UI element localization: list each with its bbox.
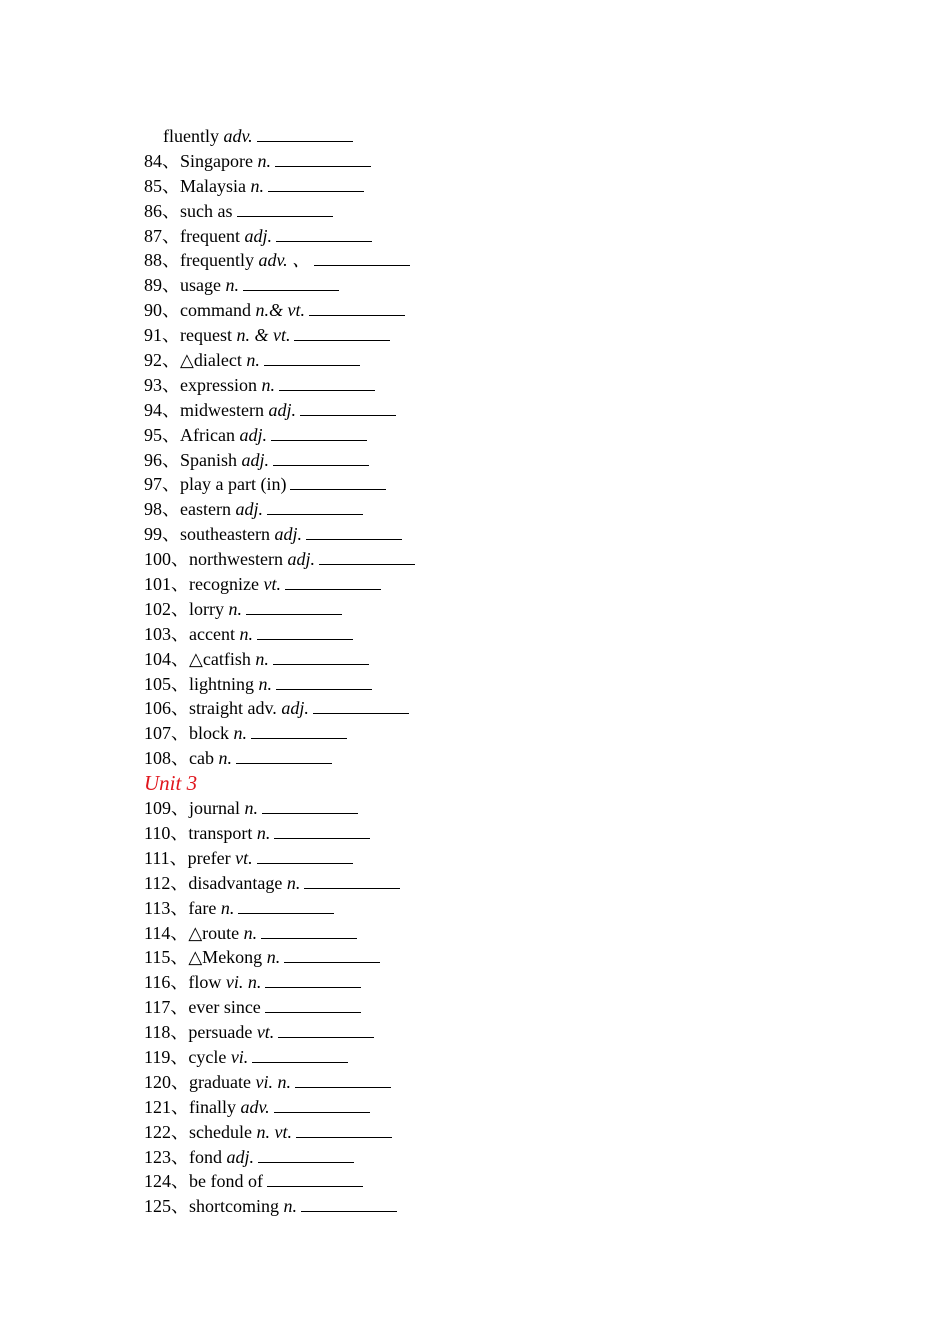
part-of-speech: n. <box>220 897 235 918</box>
entry-separator: 、 <box>162 524 180 545</box>
entry-word: transport <box>188 822 253 843</box>
part-of-speech: n. <box>233 723 247 744</box>
vocab-entry <box>144 298 844 323</box>
entry-separator: 、 <box>170 947 189 968</box>
part-of-speech: adj. <box>241 449 270 470</box>
entry-word: such as <box>180 200 233 221</box>
part-of-speech: n. <box>239 623 253 644</box>
entry-number: 106 <box>144 698 171 719</box>
part-of-speech: n. <box>228 598 242 619</box>
answer-blank[interactable] <box>246 597 342 615</box>
part-of-speech: n. <box>225 275 239 296</box>
entry-number: 112 <box>144 872 171 893</box>
vocab-entry <box>144 945 844 970</box>
entry-number: 101 <box>144 574 171 595</box>
vocab-entry <box>144 622 844 647</box>
entry-separator: 、 <box>170 1046 189 1067</box>
answer-blank[interactable] <box>262 796 358 814</box>
entry-number: 87 <box>144 225 162 246</box>
vocab-entry <box>144 896 844 921</box>
entry-word: schedule <box>189 1121 252 1142</box>
entry-number: 125 <box>144 1196 171 1217</box>
part-of-speech: n. <box>257 150 271 171</box>
entry-separator: 、 <box>171 748 189 769</box>
entry-word: straight adv. <box>189 698 277 719</box>
entry-word: prefer <box>187 847 231 868</box>
vocab-entry <box>144 522 844 547</box>
entry-number: 114 <box>144 922 171 943</box>
entry-word: usage <box>180 275 221 296</box>
vocab-entry <box>144 149 844 174</box>
part-of-speech: adj. <box>287 549 315 570</box>
vocab-entry <box>144 970 844 995</box>
answer-blank[interactable] <box>257 124 353 142</box>
part-of-speech: adv. <box>223 126 253 146</box>
entry-separator: 、 <box>162 325 180 346</box>
entry-separator: 、 <box>162 449 180 470</box>
entry-number: 119 <box>144 1046 171 1067</box>
entry-separator: 、 <box>170 972 189 993</box>
vocab-entry <box>144 1120 844 1145</box>
answer-blank[interactable] <box>264 348 360 366</box>
part-of-speech: n. <box>266 947 281 968</box>
part-of-speech: n. vt. <box>256 1121 292 1142</box>
part-of-speech: n. <box>256 822 271 843</box>
answer-blank[interactable] <box>276 224 372 242</box>
entry-word: midwestern <box>180 399 264 420</box>
part-of-speech: n. <box>261 374 275 395</box>
entry-separator: 、 <box>171 574 189 595</box>
answer-blank[interactable] <box>258 1145 354 1163</box>
vocab-entry <box>144 497 844 522</box>
entry-word: lightning <box>189 673 255 694</box>
answer-blank[interactable] <box>261 921 357 939</box>
vocab-entry <box>144 572 844 597</box>
vocab-entry <box>144 796 844 821</box>
part-of-speech-extra: & vt. <box>249 325 291 346</box>
entry-number: 89 <box>144 275 162 296</box>
entry-number: 86 <box>144 200 162 221</box>
answer-blank[interactable] <box>306 522 402 540</box>
part-of-speech: n. <box>236 325 250 346</box>
unit-heading: Unit 3 <box>144 771 198 796</box>
vocab-entry <box>144 174 844 199</box>
entry-separator: 、 <box>171 1146 189 1167</box>
entry-number: 121 <box>144 1096 171 1117</box>
entry-word: command <box>180 300 251 321</box>
entry-word: flow <box>188 972 222 993</box>
vocab-entry <box>144 647 844 672</box>
entry-number: 92 <box>144 350 162 371</box>
entry-separator: 、 <box>162 250 180 271</box>
answer-blank[interactable] <box>275 149 371 167</box>
vocab-entry <box>144 1095 844 1120</box>
entry-separator: 、 <box>171 623 189 644</box>
vocab-entry <box>144 1020 844 1045</box>
vocab-entry <box>144 273 844 298</box>
entry-word: request <box>180 325 232 346</box>
entry-number: 93 <box>144 374 162 395</box>
entry-number: 124 <box>144 1171 171 1192</box>
vocabulary-list <box>144 124 844 1219</box>
entry-number: 91 <box>144 325 162 346</box>
entry-separator: 、 <box>170 997 189 1018</box>
answer-blank[interactable] <box>313 696 409 714</box>
entry-separator: 、 <box>170 872 189 893</box>
vocab-entry <box>144 224 844 249</box>
vocab-entry <box>144 871 844 896</box>
part-of-speech-extra: 、 <box>287 250 311 271</box>
answer-blank[interactable] <box>301 1194 397 1212</box>
part-of-speech: vi. n. <box>255 1071 291 1092</box>
part-of-speech: n. <box>250 175 264 196</box>
vocab-entry <box>144 995 844 1020</box>
entry-word: Singapore <box>180 150 253 171</box>
entry-separator: 、 <box>169 847 188 868</box>
entry-word: ever since <box>188 997 261 1018</box>
entry-word: finally <box>189 1096 236 1117</box>
part-of-speech: adj. <box>281 698 309 719</box>
entry-separator: 、 <box>170 922 189 943</box>
entry-separator: 、 <box>171 723 189 744</box>
entry-word: lorry <box>189 598 224 619</box>
vocab-entry <box>144 1145 844 1170</box>
entry-number: 88 <box>144 250 162 271</box>
answer-blank[interactable] <box>236 746 332 764</box>
entry-number: 122 <box>144 1121 171 1142</box>
entry-separator: 、 <box>171 648 189 669</box>
vocab-entry <box>144 1169 844 1194</box>
entry-separator: 、 <box>162 275 180 296</box>
entry-word: play a part (in) <box>180 474 287 495</box>
part-of-speech: vi. <box>230 1046 249 1067</box>
part-of-speech: n. <box>258 673 273 694</box>
entry-word: Spanish <box>180 449 238 470</box>
entry-number: 107 <box>144 723 171 744</box>
entry-number: 98 <box>144 499 162 520</box>
part-of-speech: adj. <box>268 399 296 420</box>
vocab-entry <box>144 248 844 273</box>
vocab-entry <box>144 199 844 224</box>
answer-blank[interactable] <box>267 497 363 515</box>
entry-word: Malaysia <box>180 175 246 196</box>
part-of-speech: vi. n. <box>225 972 262 993</box>
vocab-entry <box>144 323 844 348</box>
entry-word: accent <box>189 623 235 644</box>
entry-number: 102 <box>144 598 171 619</box>
entry-number: 117 <box>144 997 171 1018</box>
entry-separator: 、 <box>162 499 180 520</box>
answer-blank[interactable] <box>278 1020 374 1038</box>
part-of-speech: n. <box>255 648 269 669</box>
vocab-entry <box>144 448 844 473</box>
entry-word: eastern <box>180 499 231 520</box>
vocab-entry <box>144 672 844 697</box>
answer-blank[interactable] <box>274 1095 370 1113</box>
vocab-entry <box>144 1070 844 1095</box>
part-of-speech: n. <box>244 798 258 819</box>
vocab-entry <box>144 721 844 746</box>
part-of-speech: vt. <box>235 847 253 868</box>
answer-blank[interactable] <box>309 298 405 316</box>
entry-separator: 、 <box>162 200 180 221</box>
answer-blank[interactable] <box>257 622 353 640</box>
entry-word: cab <box>189 748 214 769</box>
vocab-entry <box>144 1194 844 1219</box>
vocab-entry <box>144 423 844 448</box>
entry-word: △route <box>188 922 240 943</box>
entry-separator: 、 <box>171 1121 189 1142</box>
entry-word: block <box>189 723 229 744</box>
answer-blank[interactable] <box>243 273 339 291</box>
answer-blank[interactable] <box>296 1120 392 1138</box>
vocab-entry <box>144 547 844 572</box>
entry-separator: 、 <box>170 822 189 843</box>
entry-number: 115 <box>144 947 171 968</box>
entry-number: 100 <box>144 549 171 570</box>
entry-word: frequently <box>180 250 254 271</box>
answer-blank[interactable] <box>273 448 369 466</box>
entry-number: 116 <box>144 972 171 993</box>
entry-number: 120 <box>144 1071 171 1092</box>
answer-blank[interactable] <box>314 248 410 266</box>
part-of-speech: adj. <box>244 225 272 246</box>
entry-separator: 、 <box>170 897 189 918</box>
answer-blank[interactable] <box>268 174 364 192</box>
entry-number: 90 <box>144 300 162 321</box>
entry-number: 108 <box>144 748 171 769</box>
vocab-entry <box>144 472 844 497</box>
entry-number: 118 <box>144 1022 171 1043</box>
part-of-speech: vt. <box>263 574 281 595</box>
answer-blank[interactable] <box>276 672 372 690</box>
answer-blank[interactable] <box>238 896 334 914</box>
entry-separator: 、 <box>162 350 180 371</box>
vocab-entry <box>144 348 844 373</box>
entry-word: expression <box>180 374 257 395</box>
entry-number: 104 <box>144 648 171 669</box>
entry-number: 95 <box>144 424 162 445</box>
entry-separator: 、 <box>171 1096 189 1117</box>
answer-blank[interactable] <box>295 1070 391 1088</box>
vocab-entry <box>144 124 844 149</box>
vocab-entry <box>144 597 844 622</box>
answer-blank[interactable] <box>251 721 347 739</box>
answer-blank[interactable] <box>300 398 396 416</box>
entry-number: 94 <box>144 399 162 420</box>
entry-word: southeastern <box>180 524 270 545</box>
answer-blank[interactable] <box>284 945 380 963</box>
part-of-speech: n. <box>255 300 269 321</box>
entry-number: 123 <box>144 1146 171 1167</box>
entry-separator: 、 <box>171 1071 189 1092</box>
entry-number: 110 <box>144 822 171 843</box>
answer-blank[interactable] <box>290 472 386 490</box>
entry-number: 109 <box>144 798 171 819</box>
answer-blank[interactable] <box>274 821 370 839</box>
part-of-speech: adj. <box>239 424 267 445</box>
entry-word: journal <box>189 798 240 819</box>
part-of-speech: n. <box>243 922 258 943</box>
entry-separator: 、 <box>171 598 189 619</box>
answer-blank[interactable] <box>265 995 361 1013</box>
vocab-entry <box>144 846 844 871</box>
entry-number: 113 <box>144 897 171 918</box>
answer-blank[interactable] <box>319 547 415 565</box>
part-of-speech: n. <box>218 748 232 769</box>
entry-separator: 、 <box>162 374 180 395</box>
entry-separator: 、 <box>171 549 189 570</box>
answer-blank[interactable] <box>257 846 353 864</box>
entry-separator: 、 <box>162 300 180 321</box>
part-of-speech: adv. <box>258 250 288 271</box>
answer-blank[interactable] <box>279 373 375 391</box>
entry-number: 105 <box>144 673 171 694</box>
entry-separator: 、 <box>162 150 180 171</box>
part-of-speech: adj. <box>274 524 302 545</box>
entry-separator: 、 <box>171 698 189 719</box>
entry-word: △dialect <box>180 350 242 371</box>
entry-number: 85 <box>144 175 162 196</box>
entry-separator: 、 <box>162 424 180 445</box>
answer-blank[interactable] <box>267 1169 363 1187</box>
entry-word: frequent <box>180 225 240 246</box>
part-of-speech: vt. <box>256 1022 275 1043</box>
entry-separator: 、 <box>162 225 180 246</box>
answer-blank[interactable] <box>273 647 369 665</box>
vocab-entry <box>144 373 844 398</box>
entry-number: 111 <box>144 847 170 868</box>
answer-blank[interactable] <box>304 871 400 889</box>
entry-separator: 、 <box>162 474 180 495</box>
vocab-entry <box>144 921 844 946</box>
entry-number: 99 <box>144 524 162 545</box>
entry-word: disadvantage <box>188 872 283 893</box>
entry-number: 84 <box>144 150 162 171</box>
entry-word: African <box>180 424 235 445</box>
entry-word: recognize <box>189 574 259 595</box>
entry-separator: 、 <box>170 1022 189 1043</box>
entry-word: fluently <box>163 126 219 146</box>
answer-blank[interactable] <box>294 323 390 341</box>
entry-separator: 、 <box>171 798 189 819</box>
entry-word: fare <box>188 897 217 918</box>
entry-separator: 、 <box>171 673 189 694</box>
answer-blank[interactable] <box>237 199 333 217</box>
entry-word: northwestern <box>189 549 283 570</box>
entry-word: persuade <box>188 1022 253 1043</box>
entry-separator: 、 <box>171 1196 189 1217</box>
part-of-speech: adv. <box>240 1096 270 1117</box>
vocab-entry <box>144 746 844 771</box>
answer-blank[interactable] <box>285 572 381 590</box>
entry-number: 103 <box>144 623 171 644</box>
entry-separator: 、 <box>171 1171 189 1192</box>
entry-separator: 、 <box>162 399 180 420</box>
entry-word: fond <box>189 1146 222 1167</box>
entry-word: graduate <box>189 1071 251 1092</box>
part-of-speech: n. <box>283 1196 297 1217</box>
part-of-speech: n. <box>246 350 260 371</box>
answer-blank[interactable] <box>252 1045 348 1063</box>
entry-word: △Mekong <box>188 947 263 968</box>
entry-word: △catfish <box>189 648 251 669</box>
part-of-speech: adj. <box>235 499 263 520</box>
vocab-entry <box>144 821 844 846</box>
answer-blank[interactable] <box>271 423 367 441</box>
part-of-speech-extra: & vt. <box>268 300 305 321</box>
entry-word: be fond of <box>189 1171 263 1192</box>
vocab-entry <box>144 696 844 721</box>
entry-separator: 、 <box>162 175 180 196</box>
entry-word: cycle <box>188 1046 227 1067</box>
answer-blank[interactable] <box>265 970 361 988</box>
entry-number: 97 <box>144 474 162 495</box>
vocab-entry <box>144 1045 844 1070</box>
entry-number: 96 <box>144 449 162 470</box>
part-of-speech: n. <box>286 872 301 893</box>
entry-word: shortcoming <box>189 1196 279 1217</box>
vocab-entry <box>144 398 844 423</box>
part-of-speech: adj. <box>226 1146 255 1167</box>
